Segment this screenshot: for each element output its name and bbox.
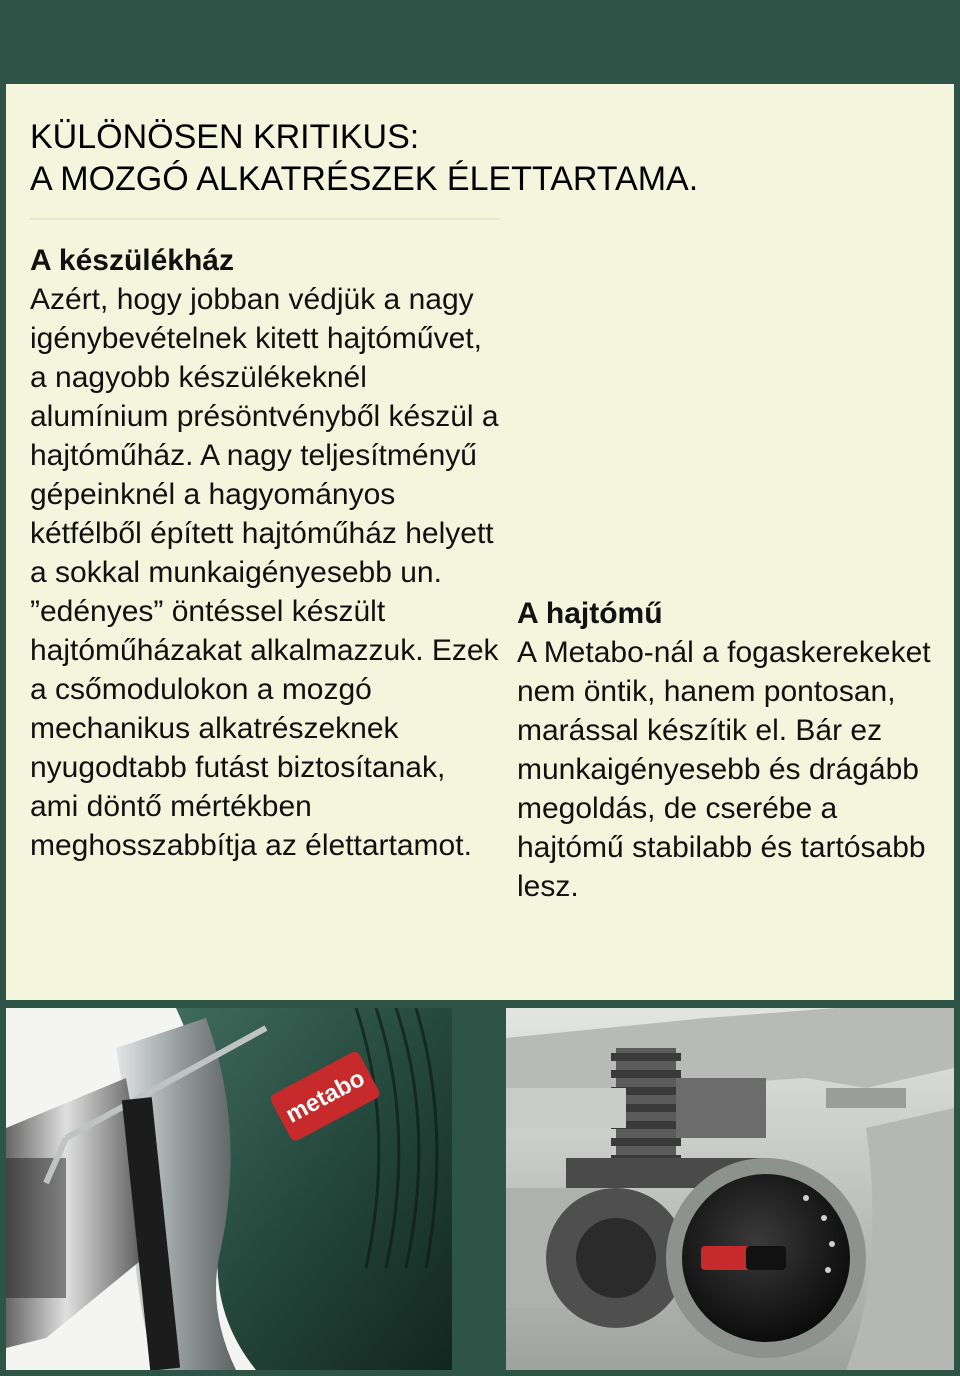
section-gearbox bbox=[517, 594, 937, 906]
drill-photo bbox=[6, 1008, 452, 1370]
section-gearbox-title: A hajtómű bbox=[517, 597, 663, 630]
section-gearbox-body: A Metabo-nál a fogaskerekeket nem öntik, hanem pontosan, marással készítik el. Bár ez munkaigényesebb és drágább megoldás, de cserébe a hajtómű stabilabb és tartósabb lesz. bbox=[517, 636, 931, 903]
section-housing bbox=[30, 241, 500, 865]
section-housing-body: Azért, hogy jobban védjük a nagy igénybevételnek kitett hajtóművet, a nagyobb készülékeknél alumínium présöntvényből készül a hajtóműház. A nagy teljesítményű gépeinknél a hagyományos kétfélből épített hajtóműház helyett a sokkal munkaigényesebb un. ”edényes” öntéssel készült hajtóműházakat alkalmazzuk. Ezek a csőmodulokon a mozgó mechanikus alkatrészeknek nyugodtabb futást biztosítanak, ami döntő mértékben meghosszabbítja az élettartamot. bbox=[30, 283, 499, 862]
gearbox-photo bbox=[506, 1008, 954, 1370]
top-banner bbox=[6, 6, 954, 78]
page-heading bbox=[30, 116, 930, 200]
heading-line-2: A MOZGÓ ALKATRÉSZEK ÉLETTARTAMA. bbox=[30, 160, 699, 198]
photo-divider bbox=[452, 1008, 506, 1370]
heading-line-1: KÜLÖNÖSEN KRITIKUS: bbox=[30, 118, 420, 156]
metabo-logo: metabo bbox=[281, 1064, 370, 1129]
section-housing-title: A készülékház bbox=[30, 244, 234, 277]
heading-divider bbox=[30, 218, 500, 220]
